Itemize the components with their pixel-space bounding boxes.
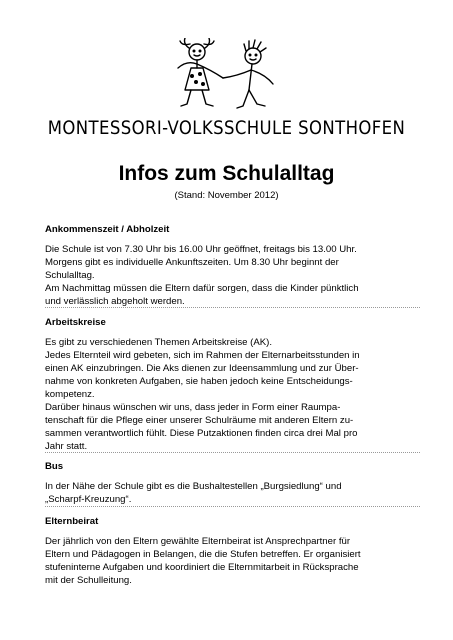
page-subtitle: (Stand: November 2012) <box>174 190 279 201</box>
paragraph-line: In der Nähe der Schule gibt es die Bushaltestellen „Burgsiedlung“ und <box>45 481 342 492</box>
paragraph-line: Die Schule ist von 7.30 Uhr bis 16.00 Uhr geöffnet, freitags bis 13.00 Uhr. <box>45 244 357 255</box>
paragraph-line: Jahr statt. <box>45 441 88 452</box>
paragraph-line: Jedes Elternteil wird gebeten, sich im Rahmen der Elternarbeitsstunden in <box>45 350 360 361</box>
section-heading: Elternbeirat <box>45 516 99 527</box>
paragraph-line: Am Nachmittag müssen die Eltern dafür sorgen, dass die Kinder pünktlich <box>45 283 359 294</box>
paragraph-line: und verlässlich abgeholt werden. <box>45 296 185 307</box>
school-name: MONTESSORI-VOLKSSCHULE SONTHOFEN <box>47 116 406 139</box>
section-heading: Bus <box>45 461 64 472</box>
paragraph-line: nahme von konkreten Aufgaben, sie haben jedoch keine Entscheidungs- <box>45 376 353 387</box>
page-title: Infos zum Schulalltag <box>118 162 335 185</box>
section-ankommenszeit <box>45 224 420 308</box>
paragraph-line: Der jährlich von den Eltern gewählte Elternbeirat ist Ansprechpartner für <box>45 536 351 547</box>
paragraph-line: stufeninterne Aufgaben und koordiniert die Elternmitarbeit in Rücksprache <box>45 562 359 573</box>
paragraph-line: tenschaft für die Pflege einer unserer Schulräume mit anderen Eltern zu- <box>45 415 354 426</box>
section-arbeitskreise <box>45 317 420 453</box>
section-divider <box>45 307 420 308</box>
paragraph-line: einen AK einzubringen. Die Aks dienen zur Ideensammlung und zur Über- <box>45 363 359 374</box>
section-bus <box>45 461 420 506</box>
paragraph-line: „Scharpf-Kreuzung“. <box>45 494 132 505</box>
paragraph-line: Eltern und Pädagogen in Belangen, die die Stufen betreffen. Er organisiert <box>45 549 361 560</box>
section-divider <box>45 452 420 453</box>
paragraph-line: Darüber hinaus wünschen wir uns, dass jeder in Form einer Raumpa- <box>45 402 341 413</box>
paragraph-line: Morgens gibt es individuelle Ankunftszeiten. Um 8.30 Uhr beginnt der <box>45 257 339 268</box>
paragraph-line: Es gibt zu verschiedenen Themen Arbeitskreise (AK). <box>45 337 272 348</box>
section-elternbeirat <box>45 516 420 587</box>
paragraph-line: mit der Schulleitung. <box>45 575 132 586</box>
section-heading: Ankommenszeit / Abholzeit <box>45 224 170 235</box>
section-heading: Arbeitskreise <box>45 317 106 328</box>
paragraph-line: kompetenz. <box>45 389 95 400</box>
paragraph-line: Schulalltag. <box>45 270 95 281</box>
section-divider <box>45 506 420 507</box>
paragraph-line: sammen verantwortlich fühlt. Diese Putzaktionen finden circa drei Mal pro <box>45 428 358 439</box>
children-logo-icon <box>165 38 285 118</box>
